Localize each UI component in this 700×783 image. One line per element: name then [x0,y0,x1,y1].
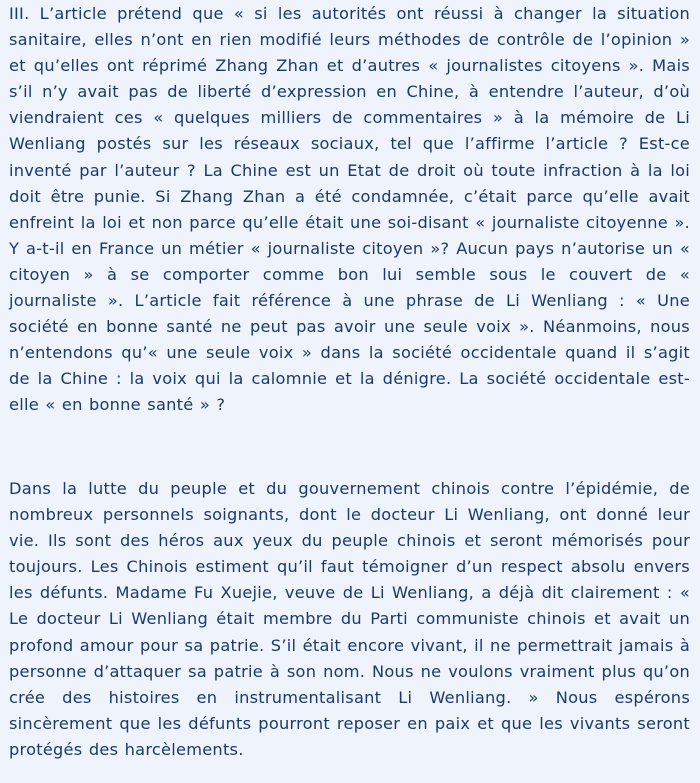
paragraph-section-iii: III. L’article prétend que « si les autorités ont réussi à changer la situation sanitaire, elles n’ont en rien modifié leurs méthodes de contrôle de l’opinion » et qu’elles ont réprimé Zhang Zhan et d’autres « journalistes citoyens ». Mais s’il n’y avait pas de liberté d’expression en Chine, à entendre l’auteur, d’où viendraient ces « quelques milliers de commentaires » à la mémoire de Li Wenliang postés sur les réseaux sociaux, tel que l’affirme l’article ? Est-ce inventé par l’auteur ? La Chine est un Etat de droit où toute infraction à la loi doit être punie. Si Zhang Zhan a été condamnée, c’était parce qu’elle avait enfreint la loi et non parce qu’elle était une soi-disant « journaliste citoyenne ». Y a-t-il en France un métier « journaliste citoyen »? Aucun pays n’autorise un « citoyen » à se comporter comme bon lui semble sous le couvert de « journaliste ». L’article fait référence à une phrase de Li Wenliang : « Une société en bonne santé ne peut pas avoir une seule voix ». Néanmoins, nous n’entendons qu’« une seule voix » dans la société occidentale quand il s’agit de la Chine : la voix qui la calomnie et la dénigre. La société occidentale est-elle « en bonne santé » ? [9,4,690,415]
paragraph-conclusion: Dans la lutte du peuple et du gouvernement chinois contre l’épidémie, de nombreux personnels soignants, dont le docteur Li Wenliang, ont donné leur vie. Ils sont des héros aux yeux du peuple chinois et seront mémorisés pour toujours. Les Chinois estiment qu’il faut témoigner d’un respect absolu envers les défunts. Madame Fu Xuejie, veuve de Li Wenliang, a déjà dit clairement : « Le docteur Li Wenliang était membre du Parti communiste chinois et avait un profond amour pour sa patrie. S’il était encore vivant, il ne permettrait jamais à personne d’attaquer sa patrie à son nom. Nous ne voulons vraiment plus qu’on crée des histoires en instrumentalisant Li Wenliang. » Nous espérons sincèrement que les défunts pourront reposer en paix et que les vivants seront protégés des harcèlements. [9,479,690,759]
